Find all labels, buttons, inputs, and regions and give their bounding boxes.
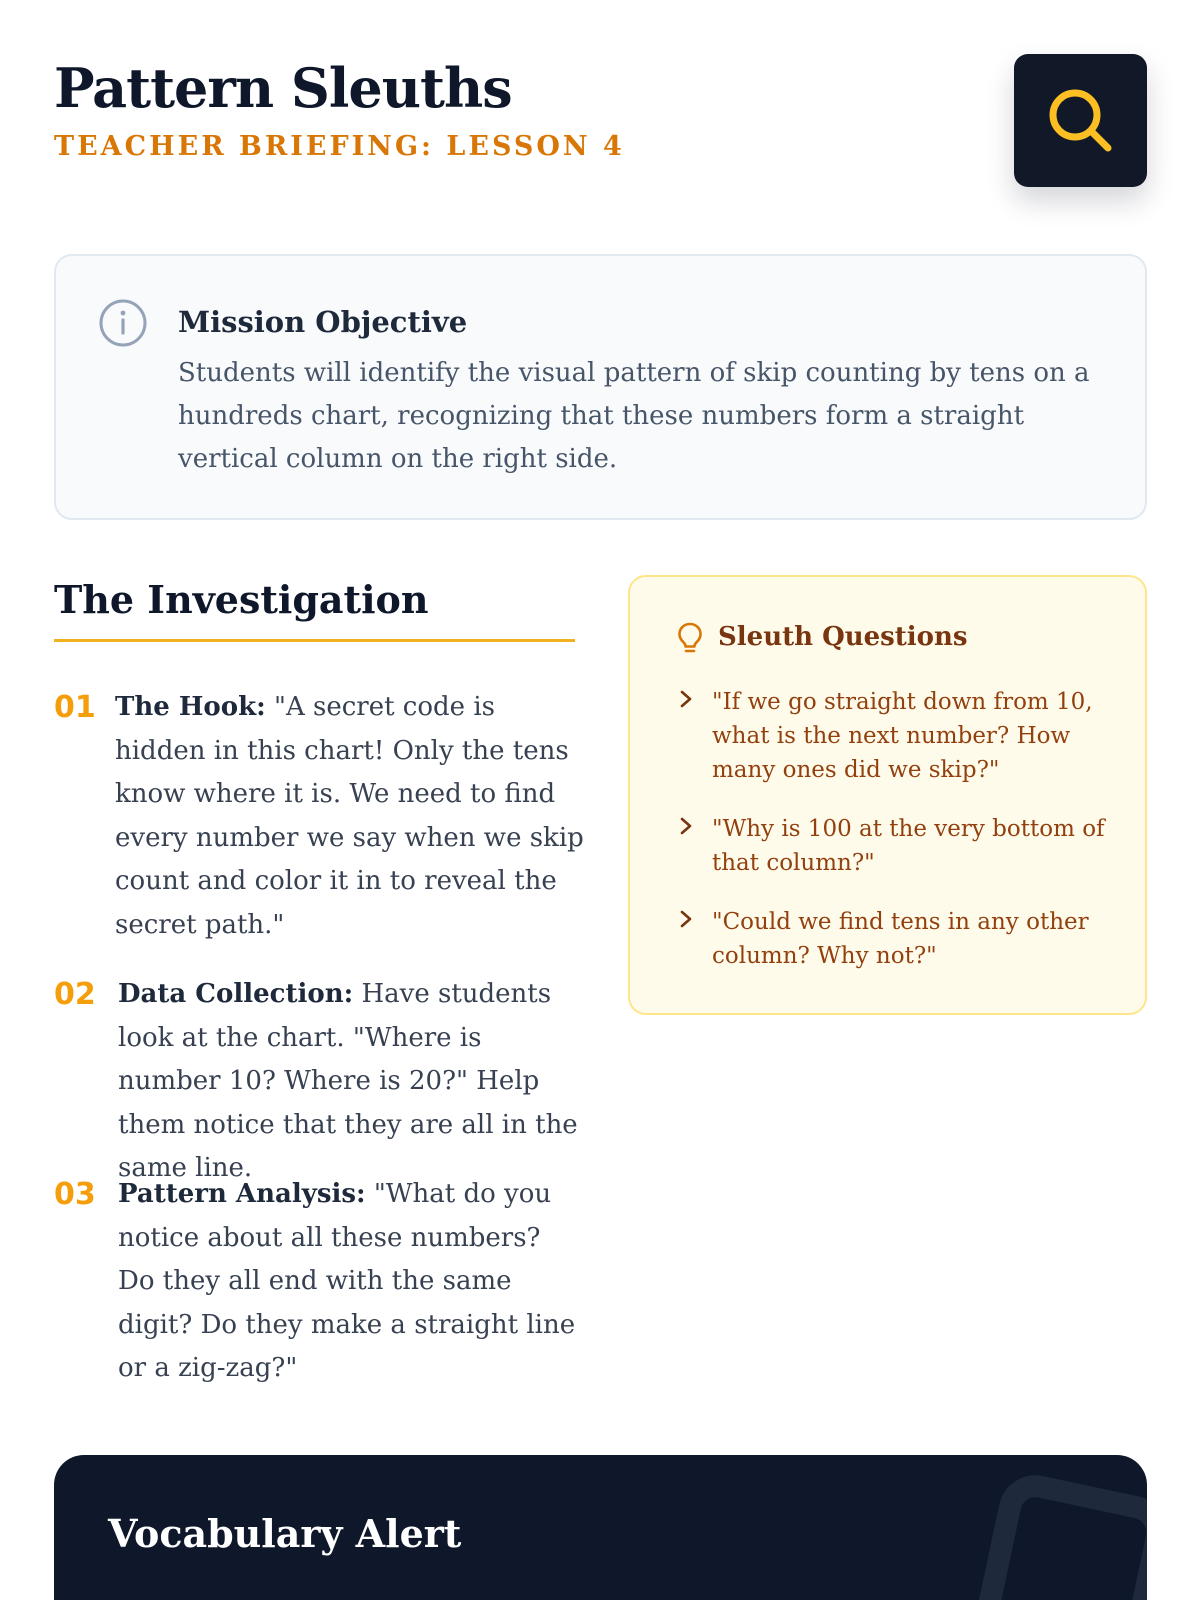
sleuth-question-text: "Could we find tens in any other column? Why not?"	[712, 909, 1089, 969]
sleuth-question-text: "Why is 100 at the very bottom of that column?"	[712, 816, 1105, 876]
sleuth-questions-card	[628, 575, 1147, 1015]
step-text	[118, 973, 585, 1191]
step-description: "A secret code is hidden in this chart! Only the tens know where it is. We need to find every number we say when we skip count and color it in to reveal the secret path."	[115, 692, 584, 940]
step-number: 01	[54, 690, 96, 725]
sleuth-question-text: "If we go straight down from 10, what is the next number? How many ones did we skip?"	[712, 689, 1093, 783]
info-icon	[98, 298, 148, 348]
page-title: Pattern Sleuths	[54, 56, 512, 120]
step-number: 03	[54, 1177, 96, 1212]
search-button[interactable]	[1014, 54, 1147, 187]
vocabulary-alert-card	[54, 1455, 1147, 1600]
step-label: Pattern Analysis:	[118, 1179, 366, 1209]
objective-text: Students will identify the visual pattern of skip counting by tens on a hundreds chart, recognizing that these numbers form a straight vertical column on the right side.	[178, 358, 1090, 474]
step-text	[118, 1173, 585, 1391]
step-description: Have students look at the chart. "Where is number 10? Where is 20?" Help them notice that they are all in the same line.	[118, 979, 578, 1183]
page-header	[54, 56, 625, 164]
step-text	[115, 686, 585, 947]
step-label: The Hook:	[115, 692, 266, 722]
page-subtitle: TEACHER BRIEFING: LESSON 4	[54, 131, 625, 162]
objective-title: Mission Objective	[178, 305, 468, 339]
step-label: Data Collection:	[118, 979, 354, 1009]
chevron-right-icon	[678, 909, 694, 929]
chevron-right-icon	[678, 816, 694, 836]
investigation-divider	[54, 639, 575, 642]
search-icon	[1044, 84, 1118, 158]
vocabulary-title: Vocabulary Alert	[108, 1511, 462, 1556]
decorative-book-icon	[924, 1475, 1147, 1600]
step-number: 02	[54, 977, 96, 1012]
chevron-right-icon	[678, 689, 694, 709]
investigation-title: The Investigation	[54, 577, 429, 622]
step-description: "What do you notice about all these numbers? Do they all end with the same digit? Do they make a straight line or a zig-zag?"	[118, 1179, 576, 1383]
mission-objective-card	[54, 254, 1147, 520]
sleuth-questions-title: Sleuth Questions	[718, 622, 968, 652]
lightbulb-icon	[676, 621, 704, 655]
